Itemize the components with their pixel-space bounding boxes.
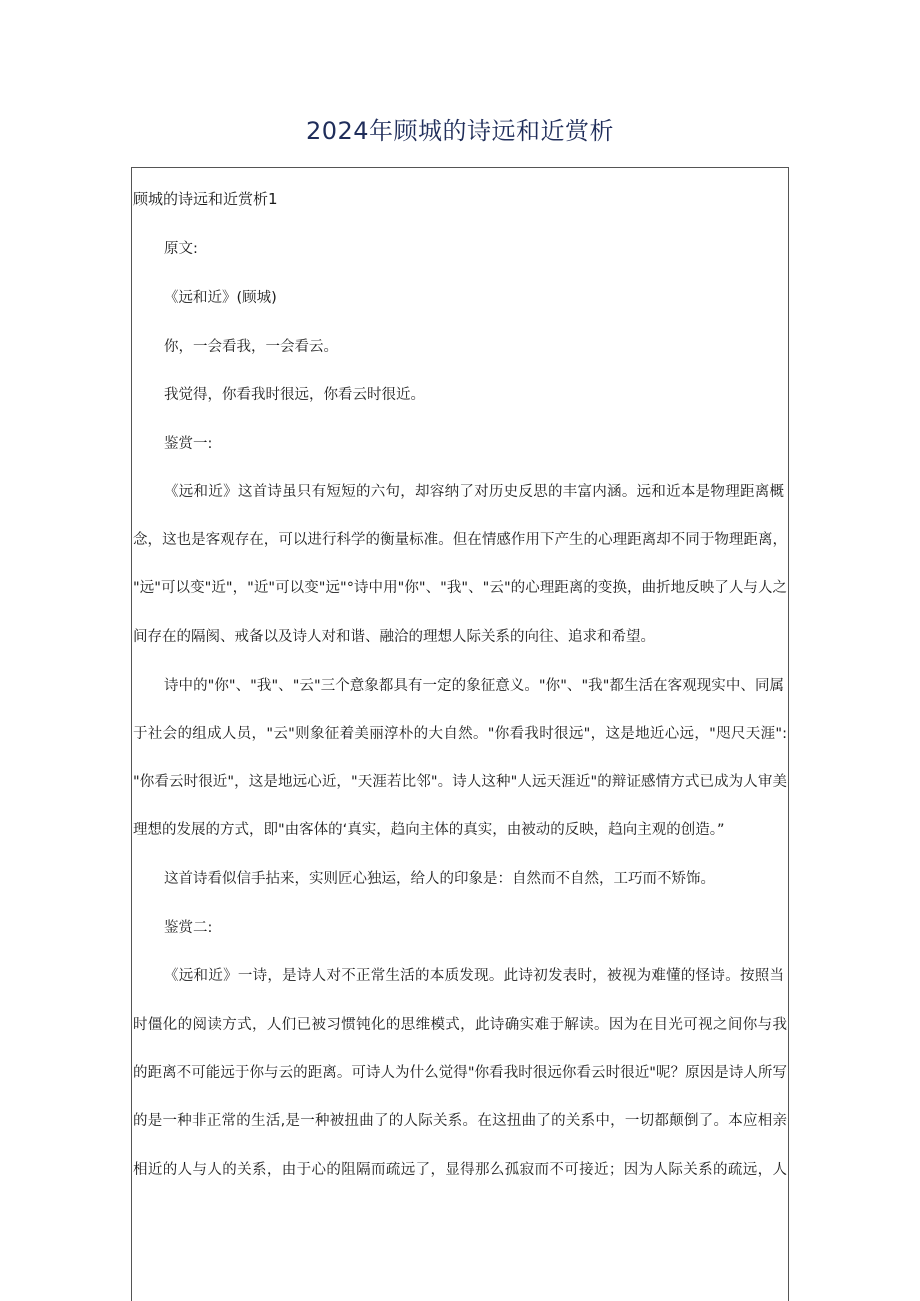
appreciation-2-label: 鉴赏二: — [164, 920, 213, 936]
paragraph-line: 的是一种非正常的生活,是一种被扭曲了的人际关系。在这扭曲了的关系中，一切都颠倒了。本应相亲 — [133, 1113, 787, 1129]
paragraph-line: 《远和近》一诗，是诗人对不正常生活的本质发现。此诗初发表时，被视为难懂的怪诗。按照当 — [164, 968, 784, 984]
paragraph-line: 诗中的"你"、"我"、"云"三个意象都具有一定的象征意义。"你"、"我"都生活在客观现实中、同属 — [164, 678, 784, 694]
paragraph-line: 《远和近》这首诗虽只有短短的六句，却容纳了对历史反思的丰富内涵。远和近本是物理距离概 — [164, 484, 784, 500]
poem-line-2: 我觉得，你看我时很远，你看云时很近。 — [164, 387, 425, 403]
paragraph-line: 这首诗看似信手拈来，实则匠心独运，给人的印象是：自然而不自然，工巧而不矫饰。 — [164, 871, 715, 887]
paragraph-line: 理想的发展的方式，即"由客体的‘真实，趋向主体的真实，由被动的反映，趋向主观的创造。” — [133, 822, 725, 838]
paragraph-line: 间存在的隔阂、戒备以及诗人对和谐、融洽的理想人际关系的向往、追求和希望。 — [133, 629, 655, 645]
paragraph-line: "你看云时很近"，这是地远心近，"天涯若比邻"。诗人这种"人远天涯近"的辩证感情方式已成为人审美 — [133, 774, 787, 790]
appreciation-1-label: 鉴赏一: — [164, 436, 213, 452]
paragraph-line: 时僵化的阅读方式，人们已被习惯钝化的思维模式，此诗确实难于解读。因为在目光可视之间你与我 — [133, 1017, 787, 1033]
original-label: 原文: — [164, 241, 198, 257]
paragraph-line: 于社会的组成人员，"云"则象征着美丽淳朴的大自然。"你看我时很远"，这是地近心远，"咫尺天涯": — [133, 726, 787, 742]
paragraph-line: "远"可以变"近"，"近"可以变"远"°诗中用"你"、"我"、"云"的心理距离的变换，曲折地反映了人与人之 — [133, 580, 787, 596]
paragraph-line: 的距离不可能远于你与云的距离。可诗人为什么觉得"你看我时很远你看云时很近"呢？原因是诗人所写 — [133, 1065, 787, 1081]
section-heading: 顾城的诗远和近赏析1 — [133, 190, 278, 208]
poem-title: 《远和近》(顾城) — [164, 290, 277, 306]
document-title: 2024年顾城的诗远和近赏析 — [305, 117, 615, 145]
poem-line-1: 你，一会看我，一会看云。 — [164, 339, 338, 355]
paragraph-line: 相近的人与人的关系，由于心的阻隔而疏远了，显得那么孤寂而不可接近；因为人际关系的疏远，人 — [133, 1162, 787, 1178]
paragraph-line: 念，这也是客观存在，可以进行科学的衡量标准。但在情感作用下产生的心理距离却不同于物理距离， — [133, 532, 787, 548]
